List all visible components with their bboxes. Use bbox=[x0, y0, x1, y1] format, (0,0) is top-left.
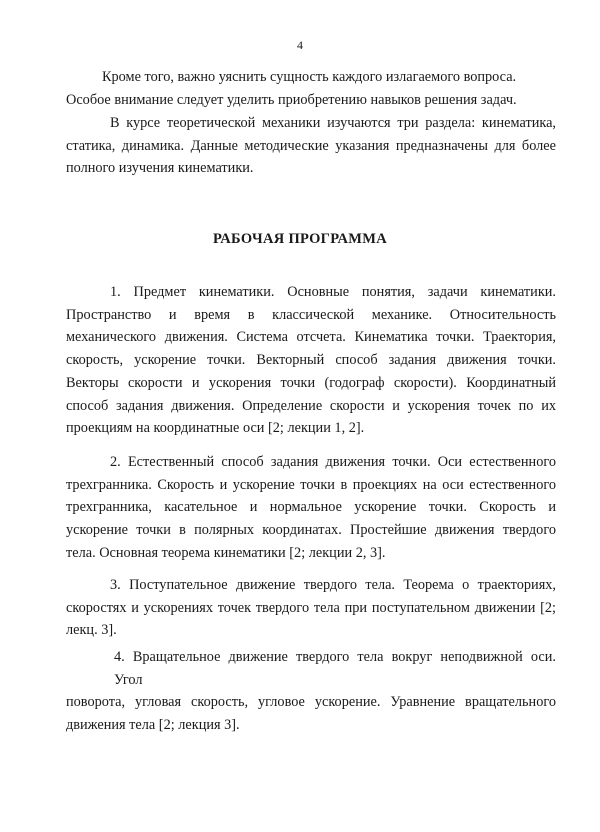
text-line: поворота, угловая скорость, угловое ускорение. Уравнение вращательного bbox=[66, 694, 556, 711]
intro-paragraph-1 bbox=[66, 66, 556, 111]
program-item-2 bbox=[66, 451, 556, 565]
text-line: трехгранника, касательное и нормальное ускорение точки. Скорость и bbox=[66, 499, 556, 516]
program-item-3 bbox=[66, 574, 556, 642]
text-line: механического движения. Система отсчета. Кинематика точки. Траектория, bbox=[66, 329, 556, 346]
text-line: движения тела [2; лекция 3]. bbox=[66, 717, 240, 734]
section-heading: РАБОЧАЯ ПРОГРАММА bbox=[212, 231, 388, 247]
text-line: Кроме того, важно уяснить сущность каждого излагаемого вопроса. bbox=[102, 69, 517, 85]
text-line: ускорение точки в полярных координатах. Простейшие движения твердого bbox=[66, 522, 556, 539]
program-item-1 bbox=[66, 281, 556, 440]
text-line: 3. Поступательное движение твердого тела. Теорема о траекториях, bbox=[110, 577, 556, 593]
text-line: тела. Основная теорема кинематики [2; лекции 2, 3]. bbox=[66, 544, 386, 561]
text-line: Векторы скорости и ускорения точки (годограф скорости). Координатный bbox=[66, 374, 556, 391]
text-line: Особое внимание следует уделить приобретению навыков решения задач. bbox=[66, 91, 517, 108]
text-line: скорость, ускорение точки. Векторный способ задания движения точки. bbox=[66, 352, 556, 369]
page-number: 4 bbox=[297, 38, 303, 52]
text-line: В курсе теоретической механики изучаются три раздела: кинематика, bbox=[110, 115, 556, 131]
text-line: лекц. 3]. bbox=[66, 622, 117, 639]
text-line: трехгранника. Скорость и ускорение точки в проекциях на оси естественного bbox=[66, 476, 556, 493]
text-line: полного изучения кинематики. bbox=[66, 160, 254, 177]
text-line: проекциям на координатные оси [2; лекции 1, 2]. bbox=[66, 420, 365, 437]
text-line: 2. Естественный способ задания движения точки. Оси естественного bbox=[110, 454, 556, 470]
text-line: скоростях и ускорениях точек твердого тела при поступательном движении [2; bbox=[66, 599, 556, 616]
text-line: Пространство и время в классической механике. Относительность bbox=[66, 306, 556, 323]
intro-paragraph-2 bbox=[66, 112, 556, 180]
text-line: 1. Предмет кинематики. Основные понятия, задачи кинематики. bbox=[110, 284, 556, 300]
text-line: статика, динамика. Данные методические указания предназначены для более bbox=[66, 137, 556, 154]
program-item-4 bbox=[66, 646, 556, 737]
text-line: способ задания движения. Определение скорости и ускорения точек по их bbox=[66, 397, 556, 414]
text-line: 4. Вращательное движение твердого тела вокруг неподвижной оси. Угол bbox=[114, 649, 556, 688]
